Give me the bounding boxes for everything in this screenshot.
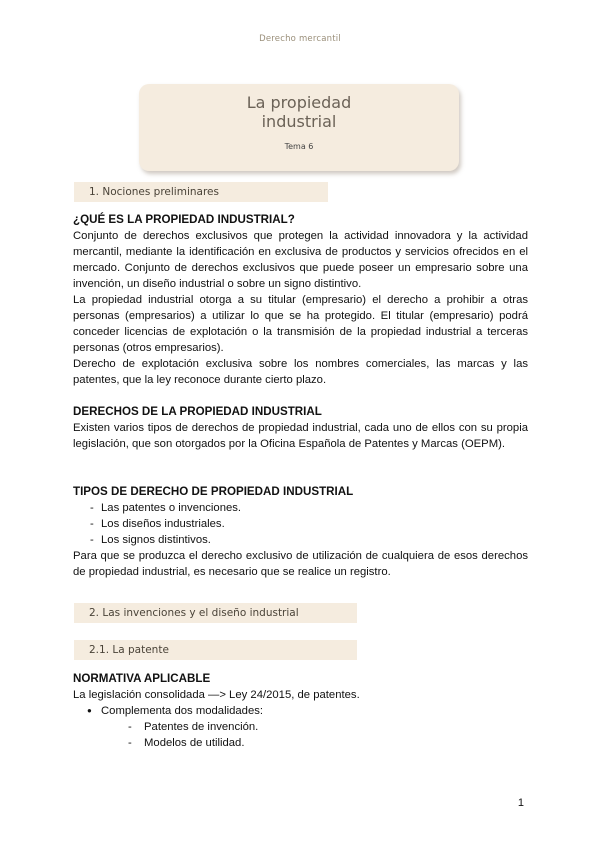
paragraph: Existen varios tipos de derechos de propiedad industrial, cada uno de ellos con su propia legislación, que son otorgados por la Oficina Española de Patentes y Marcas (OEPM). bbox=[73, 422, 528, 450]
paragraph: La propiedad industrial otorga a su titular (empresario) el derecho a prohibir a otras personas (empresarios) a utilizar lo que se ha protegido. El titular (empresario) podrá conceder licencias de explotación o la transmisión de la propiedad industrial a terceras personas (otros empresarios). bbox=[73, 294, 528, 354]
section-heading-1: 1. Nociones preliminares bbox=[74, 182, 328, 202]
dash-list bbox=[73, 500, 528, 548]
block-heading: TIPOS DE DERECHO DE PROPIEDAD INDUSTRIAL bbox=[73, 485, 354, 498]
title-line-2: industrial bbox=[261, 112, 337, 131]
list-item: - Los diseños industriales. bbox=[73, 516, 528, 532]
page-number: 1 bbox=[517, 797, 524, 809]
section-heading-2-1: 2.1. La patente bbox=[74, 640, 357, 660]
content-block-4 bbox=[73, 671, 528, 751]
block-heading: DERECHOS DE LA PROPIEDAD INDUSTRIAL bbox=[73, 405, 322, 418]
content-block-3 bbox=[73, 484, 528, 580]
title-line-1: La propiedad bbox=[246, 93, 352, 112]
block-heading: NORMATIVA APLICABLE bbox=[73, 672, 211, 685]
list-item: - Las patentes o invenciones. bbox=[73, 500, 528, 516]
running-header: Derecho mercantil bbox=[259, 34, 341, 44]
title-card bbox=[139, 84, 459, 171]
list-item: - Patentes de invención. bbox=[73, 719, 528, 735]
list-item: ● Complementa dos modalidades: bbox=[73, 703, 528, 719]
paragraph: La legislación consolidada —> Ley 24/2015, de patentes. bbox=[73, 689, 360, 701]
bullet-list bbox=[73, 703, 528, 719]
block-heading: ¿QUÉ ES LA PROPIEDAD INDUSTRIAL? bbox=[73, 213, 295, 226]
content-block-1 bbox=[73, 212, 528, 388]
paragraph: Para que se produzca el derecho exclusivo de utilización de cualquiera de esos derechos de propiedad industrial, es necesario que se realice un registro. bbox=[73, 550, 528, 578]
list-item: - Los signos distintivos. bbox=[73, 532, 528, 548]
document-title bbox=[139, 93, 459, 131]
paragraph: Derecho de explotación exclusiva sobre los nombres comerciales, las marcas y las patentes, que la ley reconoce durante cierto plazo. bbox=[73, 358, 528, 386]
sub-dash-list bbox=[73, 719, 528, 751]
section-heading-2: 2. Las invenciones y el diseño industrial bbox=[74, 603, 357, 623]
document-subtitle: Tema 6 bbox=[284, 142, 314, 151]
list-item: - Modelos de utilidad. bbox=[73, 735, 528, 751]
paragraph: Conjunto de derechos exclusivos que protegen la actividad innovadora y la actividad mercantil, mediante la identificación en exclusiva de productos y servicios ofrecidos en el mercado. Conjunto de derechos exclusivos que puede poseer un empresario sobre una invención, un diseño industrial o sobre un signo distintivo. bbox=[73, 230, 528, 290]
content-block-2 bbox=[73, 404, 528, 452]
